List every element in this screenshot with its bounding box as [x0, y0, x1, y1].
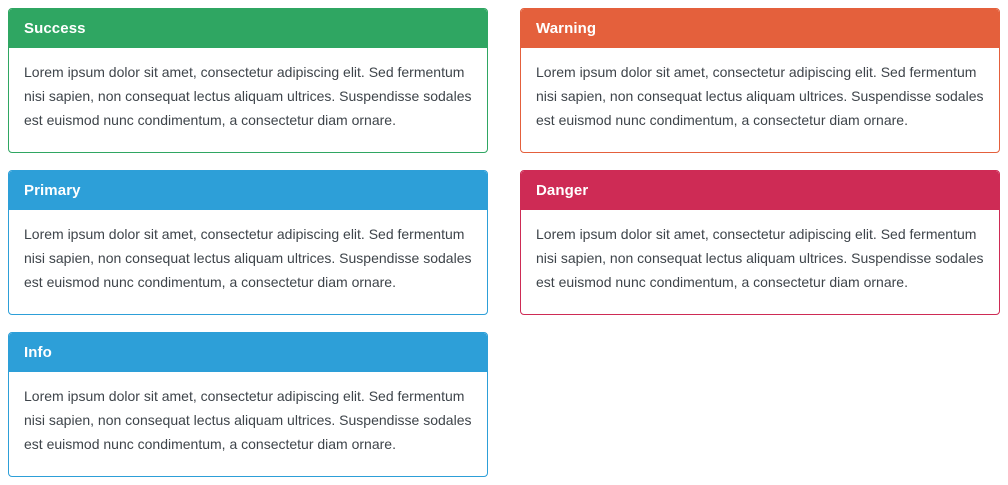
- panel-success-title: Success: [24, 20, 86, 37]
- panel-danger-heading: [521, 171, 999, 210]
- panel-warning-title: Warning: [536, 20, 597, 37]
- panel-warning-body: [521, 48, 999, 144]
- panel-success-text: Lorem ipsum dolor sit amet, consectetur adipiscing elit. Sed fermentum nisi sapien, non consequat lectus aliquam ultrices. Suspendisse sodales est euismod nunc condimentum, a consectetur diam ornare.: [24, 64, 472, 128]
- panel-danger-body: [521, 210, 999, 306]
- panel-info-text: Lorem ipsum dolor sit amet, consectetur adipiscing elit. Sed fermentum nisi sapien, non consequat lectus aliquam ultrices. Suspendisse sodales est euismod nunc condimentum, a consectetur diam ornare.: [24, 388, 472, 452]
- panel-info-heading: [9, 333, 487, 372]
- panel-danger-text: Lorem ipsum dolor sit amet, consectetur adipiscing elit. Sed fermentum nisi sapien, non consequat lectus aliquam ultrices. Suspendisse sodales est euismod nunc condimentum, a consectetur diam ornare.: [536, 226, 984, 290]
- panel-primary-body: [9, 210, 487, 306]
- panel-danger: [520, 170, 1000, 315]
- panel-success-heading: [9, 9, 487, 48]
- panel-info: [8, 332, 488, 477]
- panel-warning: [520, 8, 1000, 153]
- panel-primary: [8, 170, 488, 315]
- panel-danger-title: Danger: [536, 182, 589, 199]
- panel-info-body: [9, 372, 487, 468]
- panel-primary-heading: [9, 171, 487, 210]
- panel-primary-text: Lorem ipsum dolor sit amet, consectetur adipiscing elit. Sed fermentum nisi sapien, non consequat lectus aliquam ultrices. Suspendisse sodales est euismod nunc condimentum, a consectetur diam ornare.: [24, 226, 472, 290]
- panel-success-body: [9, 48, 487, 144]
- panel-success: [8, 8, 488, 153]
- panel-primary-title: Primary: [24, 182, 81, 199]
- panel-warning-text: Lorem ipsum dolor sit amet, consectetur adipiscing elit. Sed fermentum nisi sapien, non consequat lectus aliquam ultrices. Suspendisse sodales est euismod nunc condimentum, a consectetur diam ornare.: [536, 64, 984, 128]
- panel-info-title: Info: [24, 344, 52, 361]
- panel-grid: [8, 8, 1000, 477]
- panel-warning-heading: [521, 9, 999, 48]
